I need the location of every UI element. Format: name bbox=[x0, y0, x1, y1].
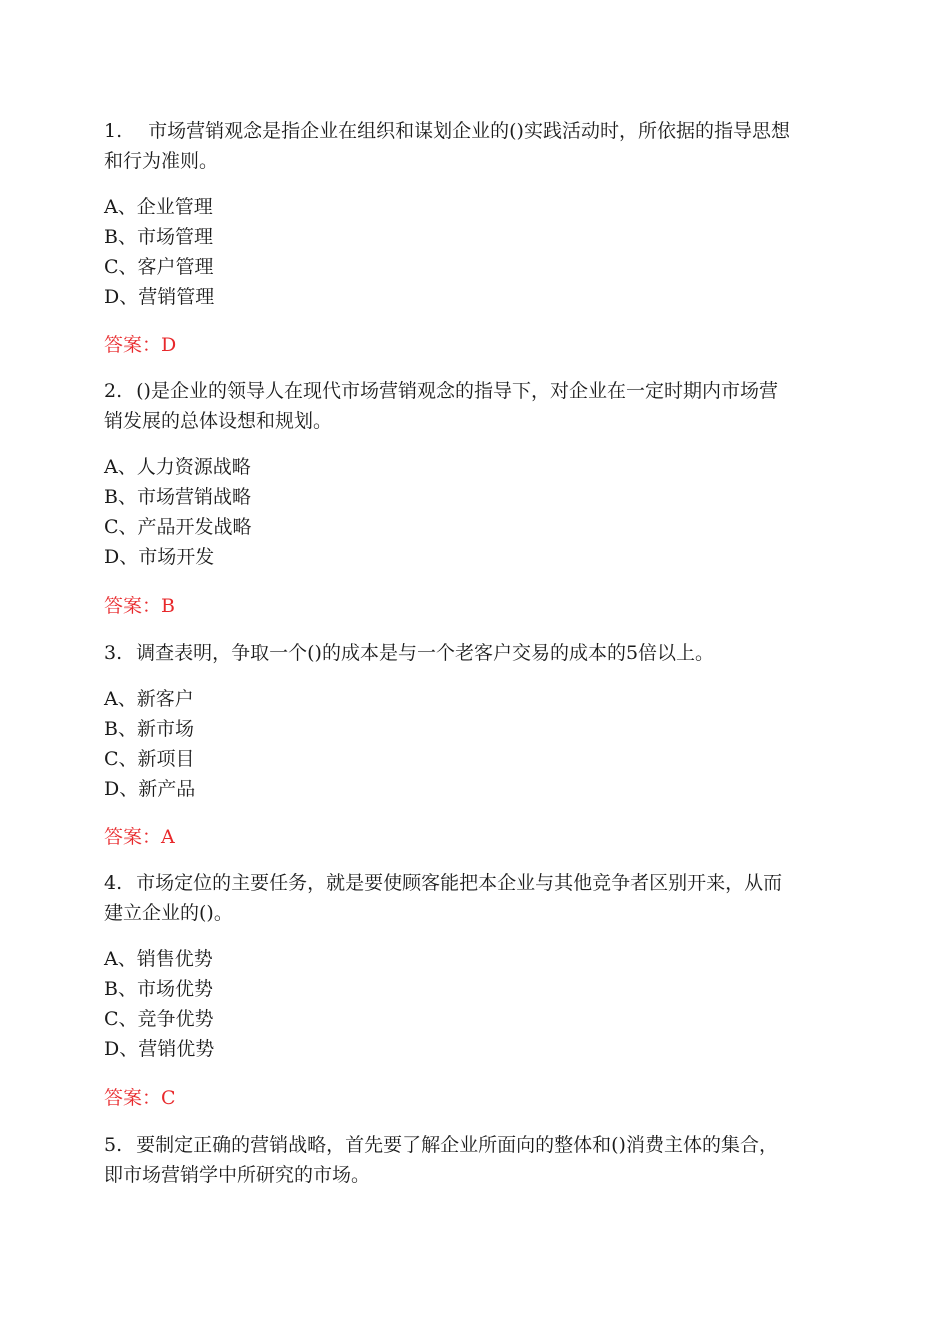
question-4-option-b: B、市场优势 bbox=[104, 978, 213, 1000]
question-4-option-c: C、竞争优势 bbox=[104, 1008, 214, 1030]
question-2-option-c: C、产品开发战略 bbox=[104, 516, 252, 538]
question-text-cont: 和行为准则。 bbox=[104, 150, 219, 172]
question-1-answer: 答案：D bbox=[104, 334, 177, 356]
question-1-option-a: A、企业管理 bbox=[104, 196, 213, 218]
question-number: 5. bbox=[104, 1134, 123, 1156]
question-1-stem-cont bbox=[104, 146, 840, 176]
question-text-cont: 销发展的总体设想和规划。 bbox=[104, 410, 333, 432]
question-number: 1. bbox=[104, 120, 123, 142]
question-2-option-b: B、市场营销战略 bbox=[104, 486, 251, 508]
question-4-option-d: D、营销优势 bbox=[104, 1038, 215, 1060]
question-2-option-a: A、人力资源战略 bbox=[104, 456, 251, 478]
question-3-option-b: B、新市场 bbox=[104, 718, 194, 740]
question-2-stem-cont bbox=[104, 406, 840, 436]
question-4-answer: 答案：C bbox=[104, 1087, 176, 1109]
question-1-option-b: B、市场管理 bbox=[104, 226, 213, 248]
question-text: ()是企业的领导人在现代市场营销观念的指导下，对企业在一定时期内市场营 bbox=[136, 380, 778, 402]
question-text-cont: 即市场营销学中所研究的市场。 bbox=[104, 1164, 371, 1186]
question-3-option-d: D、新产品 bbox=[104, 778, 196, 800]
question-5-stem bbox=[104, 1130, 840, 1160]
question-1-option-d: D、营销管理 bbox=[104, 286, 215, 308]
question-1-stem bbox=[104, 116, 840, 146]
question-text: 调查表明，争取一个()的成本是与一个老客户交易的成本的5倍以上。 bbox=[136, 642, 715, 664]
question-text: 市场营销观念是指企业在组织和谋划企业的()实践活动时，所依据的指导思想 bbox=[148, 120, 790, 142]
question-number: 4. bbox=[104, 872, 123, 894]
question-number: 3. bbox=[104, 642, 123, 664]
question-3-answer: 答案：A bbox=[104, 826, 175, 848]
question-2-option-d: D、市场开发 bbox=[104, 546, 215, 568]
question-text: 要制定正确的营销战略，首先要了解企业所面向的整体和()消费主体的集合， bbox=[136, 1134, 778, 1156]
question-text-cont: 建立企业的()。 bbox=[104, 902, 233, 924]
question-4-stem-cont bbox=[104, 898, 840, 928]
question-2-answer: 答案：B bbox=[104, 595, 175, 617]
question-4-stem bbox=[104, 868, 840, 898]
question-3-option-a: A、新客户 bbox=[104, 688, 194, 710]
question-3-stem bbox=[104, 638, 840, 668]
question-1-option-c: C、客户管理 bbox=[104, 256, 214, 278]
question-number: 2. bbox=[104, 380, 123, 402]
question-5-stem-cont bbox=[104, 1160, 840, 1190]
question-4-option-a: A、销售优势 bbox=[104, 948, 213, 970]
question-text: 市场定位的主要任务，就是要使顾客能把本企业与其他竞争者区别开来，从而 bbox=[136, 872, 783, 894]
question-2-stem bbox=[104, 376, 840, 406]
question-3-option-c: C、新项目 bbox=[104, 748, 195, 770]
